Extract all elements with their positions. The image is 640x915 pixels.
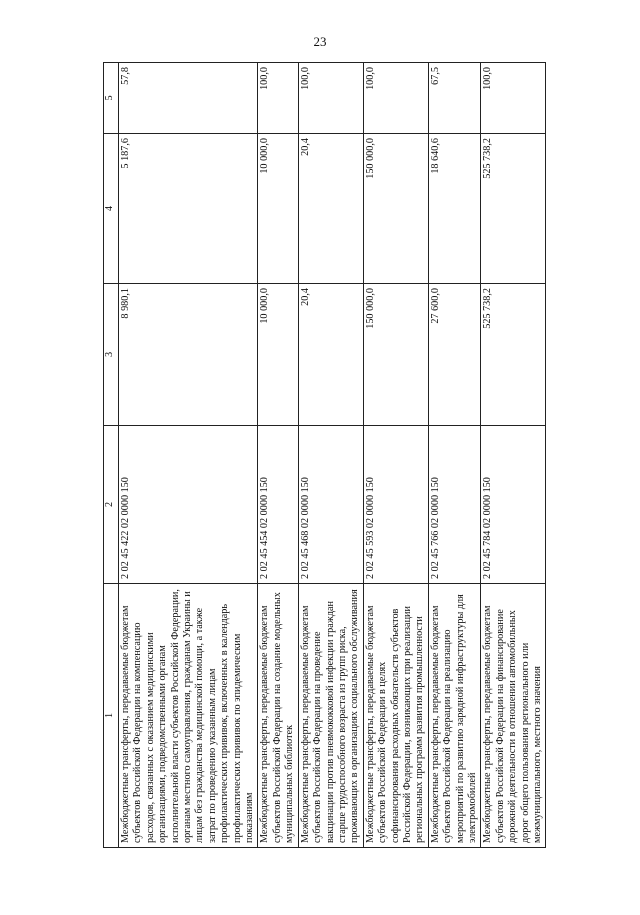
- transfers-table: [103, 62, 546, 848]
- column-header-plan: 3: [104, 284, 119, 426]
- row-code: 2 02 45 422 02 0000 150: [119, 426, 258, 584]
- landscape-table-container: [103, 63, 598, 848]
- table-row: [119, 63, 258, 848]
- row-name: Межбюджетные трансферты, передаваемые бюджетам субъектов Российской Федерации на создание модельных муниципальных библиотек: [258, 584, 298, 848]
- row-name: Межбюджетные трансферты, передаваемые бюджетам субъектов Российской Федерации в целях софинансирования расходных обязательств субъектов Российской Федерации, возникающих при реализации региональных программ развития промышленности: [363, 584, 428, 848]
- row-plan: 150 000,0: [363, 284, 428, 426]
- row-code: 2 02 45 784 02 0000 150: [481, 426, 546, 584]
- row-plan: 27 600,0: [428, 284, 481, 426]
- row-plan: 20,4: [298, 284, 363, 426]
- row-actual: 525 738,2: [481, 134, 546, 284]
- row-code: 2 02 45 766 02 0000 150: [428, 426, 481, 584]
- row-code: 2 02 45 593 02 0000 150: [363, 426, 428, 584]
- row-actual: 10 000,0: [258, 134, 298, 284]
- column-header-percent: 5: [104, 63, 119, 134]
- row-plan: 10 000,0: [258, 284, 298, 426]
- table-row: [481, 63, 546, 848]
- row-name: Межбюджетные трансферты, передаваемые бюджетам субъектов Российской Федерации на компенсацию расходов, связанных с оказанием медицинскими организациями, подведомственными органам исполнительной власти субъектов Российской Федерации, органам местного самоуправления, гражданам Украины и лицам без гражданства медицинской помощи, а также затрат по проведению указанным лицам профилактических прививок, включенных в календарь профилактических прививок по эпидемическим показаниям: [119, 584, 258, 848]
- row-percent: 100,0: [363, 63, 428, 134]
- row-actual: 18 640,6: [428, 134, 481, 284]
- row-percent: 100,0: [481, 63, 546, 134]
- table-row: [258, 63, 298, 848]
- table-header-row: [104, 63, 119, 848]
- row-percent: 67,5: [428, 63, 481, 134]
- row-name: Межбюджетные трансферты, передаваемые бюджетам субъектов Российской Федерации на финансирование дорожной деятельности в отношении автомобильных дорог общего пользования регионального или межмуниципального, местного значения: [481, 584, 546, 848]
- row-code: 2 02 45 454 02 0000 150: [258, 426, 298, 584]
- page-number: 23: [313, 34, 327, 49]
- row-actual: 5 187,6: [119, 134, 258, 284]
- row-plan: 8 980,1: [119, 284, 258, 426]
- row-code: 2 02 45 468 02 0000 150: [298, 426, 363, 584]
- column-header-name: 1: [104, 584, 119, 848]
- row-name: Межбюджетные трансферты, передаваемые бюджетам субъектов Российской Федерации на проведение вакцинации против пневмококковой инфекции граждан старше трудоспособного возраста из групп риска, проживающих в организациях социального обслуживания: [298, 584, 363, 848]
- column-header-code: 2: [104, 426, 119, 584]
- row-name: Межбюджетные трансферты, передаваемые бюджетам субъектов Российской Федерации на реализацию мероприятий по развитию зарядной инфраструктуры для электромобилей: [428, 584, 481, 848]
- row-plan: 525 738,2: [481, 284, 546, 426]
- row-percent: 57,8: [119, 63, 258, 134]
- rotated-table-frame: [103, 63, 598, 848]
- table-row: [428, 63, 481, 848]
- row-percent: 100,0: [298, 63, 363, 134]
- row-actual: 20,4: [298, 134, 363, 284]
- column-header-actual: 4: [104, 134, 119, 284]
- row-percent: 100,0: [258, 63, 298, 134]
- row-actual: 150 000,0: [363, 134, 428, 284]
- table-row: [298, 63, 363, 848]
- table-row: [363, 63, 428, 848]
